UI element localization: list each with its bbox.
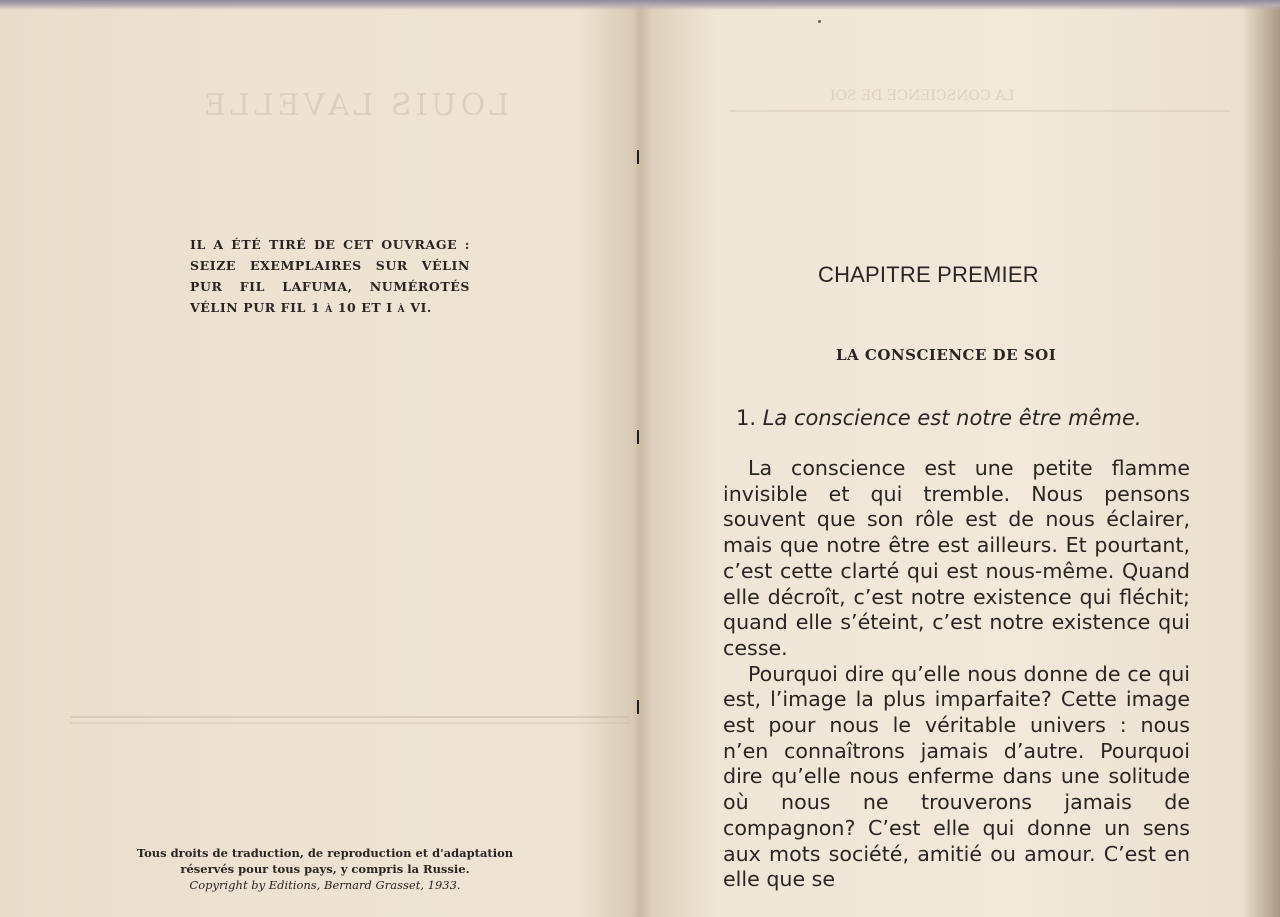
left-page — [0, 0, 637, 917]
ink-speck — [818, 20, 821, 23]
fold-mark — [637, 430, 639, 444]
fold-mark — [637, 700, 639, 714]
fold-mark — [637, 150, 639, 164]
bleed-through-rule — [70, 722, 630, 724]
bleed-through-rule — [70, 716, 630, 718]
rights-notice — [90, 845, 560, 893]
bleed-through-text: LA CONSCIENCE DE SOI — [830, 88, 1015, 104]
paragraph-2: Pourquoi dire qu’elle nous donne de ce qui est, l’image la plus imparfaite? Cette image est pour nous le véritable univers : nous n’en connaîtrons jamais d’autre. Pourquoi dire qu’elle nous enferme dans une solitude où nous ne trouverons jamais de compagnon? C’est elle qui donne un sens aux mots société, amitié ou amour. C’est en elle que se — [723, 661, 1190, 892]
printing-note: IL A ÉTÉ TIRÉ DE CET OUVRAGE : SEIZE EXEMPLAIRES SUR VÉLIN PUR FIL LAFUMA, NUMÉROTÉS VÉLIN PUR FIL 1 à 10 ET I à VI. — [190, 237, 470, 315]
rights-line-1: Tous droits de traduction, de reproduction et d'adaptation — [136, 846, 514, 860]
section-title: LA CONSCIENCE DE SOI — [836, 346, 1057, 364]
body-text — [723, 456, 1190, 893]
bleed-through-text: LOUIS LAVELLE — [200, 88, 510, 123]
subheading-text: La conscience est notre être même. — [762, 406, 1142, 430]
subheading-number: 1. — [736, 406, 757, 430]
bleed-through-rule — [730, 110, 1230, 112]
copyright-line: Copyright by Editions, Bernard Grasset, 1933. — [189, 878, 461, 892]
chapter-title: CHAPITRE PREMIER — [818, 262, 1039, 287]
section-subheading — [736, 406, 1196, 430]
rights-line-2: réservés pour tous pays, y compris la Russie. — [180, 862, 470, 876]
paragraph-1: La conscience est une petite flamme invisible et qui tremble. Nous pensons souvent que son rôle est de nous éclairer, mais que notre être est ailleurs. Et pourtant, c’est cette clarté qui est nous-même. Quand elle décroît, c’est notre existence qui fléchit; quand elle s’éteint, c’est notre existence qui cesse. — [723, 456, 1190, 660]
